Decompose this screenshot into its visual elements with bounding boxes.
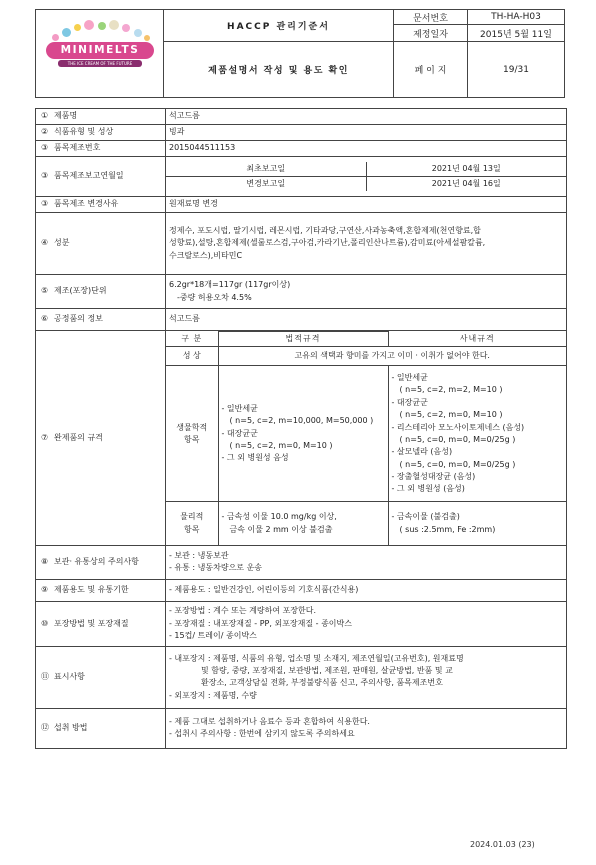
row-packaging: ⑩ 포장방법 및 포장재질 - 포장방법 : 계수 또는 계량하여 포장한다. - 포장재질 : 내포장재질 - PP, 외포장재질 - 종이박스 - 15컵/ 트레이/ 종이박스 (36, 601, 567, 646)
first-report-date: 2021년 04월 13일 (366, 162, 566, 177)
doc-number-label: 문서번호 (394, 10, 468, 25)
report-date-table (166, 162, 566, 192)
row-product-name: ① 제품명 석고드름 (36, 109, 567, 125)
bio-internal-spec: - 일반세균 ( n=5, c=2, m=2, M=10 ) - 대장균군 ( n=5, c=2, m=0, M=10 ) - 리스테리아 모노사이토제네스 (음성) ( n=5, c=0, m=0, M=0/25g ) - 살모넬라 (음성) ( n=5, c=0, m=0, M=0/25g ) - 장출혈성대장균 (음성) - 그 외 병원성 (음성) (388, 366, 566, 502)
row-usage: ⑨ 제품용도 및 유통기한 - 제품용도 : 일반건강인, 어린이등의 기호식품(간식용) (36, 579, 567, 601)
minimelts-logo (44, 20, 156, 70)
food-type-value: 빙과 (166, 125, 567, 141)
enact-date-label: 제정일자 (394, 25, 468, 42)
phys-item-label: 물리적 항목 (166, 502, 218, 545)
spec-table (166, 331, 566, 545)
row-change-reason: ③ 품목제조 변경사유 원재료명 변경 (36, 197, 567, 213)
change-reason-value: 원재료명 변경 (166, 197, 567, 213)
logo-text: MINIMELTS (60, 44, 140, 56)
logo-cell (36, 10, 164, 98)
row-ingredients: ④ 성분 정제수, 포도시럽, 딸기시럽, 레몬시럽, 기타과당,구연산,사과농축액,혼합제제(천연향료,합 성향료),설탕,혼합제제(셀룰로스검,구아검,카라기난,폴리인산나트륨),감미료(아세설팜칼륨, 수크랄로스),비타민C (36, 213, 567, 275)
page-label: 페 이 지 (394, 42, 468, 98)
phys-legal-spec: - 금속성 이물 10.0 mg/kg 이상, 금속 이물 2 mm 이상 불검출 (218, 502, 388, 545)
ingredients-value: 정제수, 포도시럽, 딸기시럽, 레몬시럽, 기타과당,구연산,사과농축액,혼합제제(천연향료,합 성향료),설탕,혼합제제(셀룰로스검,구아검,카라기난,폴리인산나트륨),감미료(아세설팜칼륨, 수크랄로스),비타민C (166, 213, 567, 275)
row-storage: ⑧ 보관· 유통상의 주의사항 - 보관 : 냉동보관 - 유통 : 냉동차량으로 운송 (36, 545, 567, 579)
report-number-value: 2015044511153 (166, 141, 567, 157)
spec-col-division: 구 분 (166, 332, 218, 347)
enact-date: 2015년 5월 11일 (468, 25, 565, 42)
product-description-table (35, 108, 567, 749)
usage-value: - 제품용도 : 일반건강인, 어린이등의 기호식품(간식용) (166, 579, 567, 601)
storage-value: - 보관 : 냉동보관 - 유통 : 냉동차량으로 운송 (166, 545, 567, 579)
labeling-value: - 내포장지 : 제품명, 식품의 유형, 업소명 및 소재지, 제조연월일(고유번호), 원재료명 및 함량, 중량, 포장재질, 보관방법, 제조원, 판매원, 살균방법, 반품 및 교 환장소, 고객상담실 전화, 부정불량식품 신고, 주의사항, 품목제조번호 - 외포장지 : 제품명, 수량 (166, 646, 567, 708)
appearance-value: 고유의 색택과 향미를 가지고 이미 · 이취가 없어야 한다. (218, 347, 566, 366)
row-process-info: ⑥ 공정품의 정보 석고드름 (36, 309, 567, 331)
document-header (35, 9, 565, 98)
document-title: HACCP 관리기준서 (164, 10, 394, 42)
row-labeling: ⑪ 표시사항 - 내포장지 : 제품명, 식품의 유형, 업소명 및 소재지, 제조연월일(고유번호), 원재료명 및 함량, 중량, 포장재질, 보관방법, 제조원, 판매원, 살균방법, 반품 및 교 환장소, 고객상담실 전화, 부정불량식품 신고, 주의사항, 품목제조번호 - 외포장지 : 제품명, 수량 (36, 646, 567, 708)
document-subtitle: 제품설명서 작성 및 용도 확인 (164, 42, 394, 98)
row-intake: ⑫ 섭취 방법 - 제품 그대로 섭취하거나 음료수 등과 혼합하여 식용한다. - 섭취시 주의사항 : 한번에 삼키지 않도록 주의하세요 (36, 708, 567, 748)
page-number: 19/31 (468, 42, 565, 98)
product-name-value: 석고드름 (166, 109, 567, 125)
row-report-date: ③ 품목제조보고연월일 최초보고일 2021년 04월 13일 변경보고일 2021년 04월 16일 (36, 157, 567, 197)
change-report-label: 변경보고일 (166, 177, 366, 192)
packaging-value: - 포장방법 : 계수 또는 계량하여 포장한다. - 포장재질 : 내포장재질 - PP, 외포장재질 - 종이박스 - 15컵/ 트레이/ 종이박스 (166, 601, 567, 646)
spec-col-legal: 법적규격 (218, 332, 388, 347)
logo-subtext: THE ICE CREAM OF THE FUTURE (58, 60, 142, 67)
phys-internal-spec: - 금속이물 (불검출) ( sus :2.5mm, Fe :2mm) (388, 502, 566, 545)
bio-item-label: 생물학적 항목 (166, 366, 218, 502)
process-info-value: 석고드름 (166, 309, 567, 331)
print-date-footer: 2024.01.03 (23) (470, 840, 535, 849)
change-report-date: 2021년 04월 16일 (366, 177, 566, 192)
row-report-number: ③ 품목제조번호 2015044511153 (36, 141, 567, 157)
doc-number: TH-HA-H03 (468, 10, 565, 25)
appearance-label: 성 상 (166, 347, 218, 366)
spec-col-internal: 사내규격 (388, 332, 566, 347)
row-spec: ⑦ 완제품의 규격 구 분 법적규격 사내규격 성 상 고유의 색택과 향미를 가지고 이미 · 이취가 없어야 한다. 생물학적 항목 - 일반세균 ( n=5, c=2, m=10,000, M=50,000 ) - 대장균군 ( n=5, c=2, m=0, M=10 ) - 그 외 병원성 음성 - 일반세균 ( n=5, c=2, m=2, M=10 ) - 대장균군 ( n=5, c=2, m=0, M=10 ) - 리스테리아 모노사이토제네스 (음성) ( n=5, c=0, m=0, M=0/25g ) - 살모넬라 (음성) ( n=5, c=0, m=0, M=0/25g ) - 장출혈성대장균 (음성) - 그 외 병원성 (음성) 물리적 항목 - 금속성 이물 10.0 mg/kg 이상, 금속 이물 2 mm 이상 불검출 - 금속이물 (불검출) ( sus :2.5mm, Fe :2mm) (36, 331, 567, 546)
unit-value: 6.2gr*18개=117gr (117gr이상) -중량 허용오차 4.5% (166, 275, 567, 309)
bio-legal-spec: - 일반세균 ( n=5, c=2, m=10,000, M=50,000 ) - 대장균군 ( n=5, c=2, m=0, M=10 ) - 그 외 병원성 음성 (218, 366, 388, 502)
first-report-label: 최초보고일 (166, 162, 366, 177)
row-unit: ⑤ 제조(포장)단위 6.2gr*18개=117gr (117gr이상) -중량 허용오차 4.5% (36, 275, 567, 309)
intake-value: - 제품 그대로 섭취하거나 음료수 등과 혼합하여 식용한다. - 섭취시 주의사항 : 한번에 삼키지 않도록 주의하세요 (166, 708, 567, 748)
row-food-type: ② 식품유형 및 성상 빙과 (36, 125, 567, 141)
